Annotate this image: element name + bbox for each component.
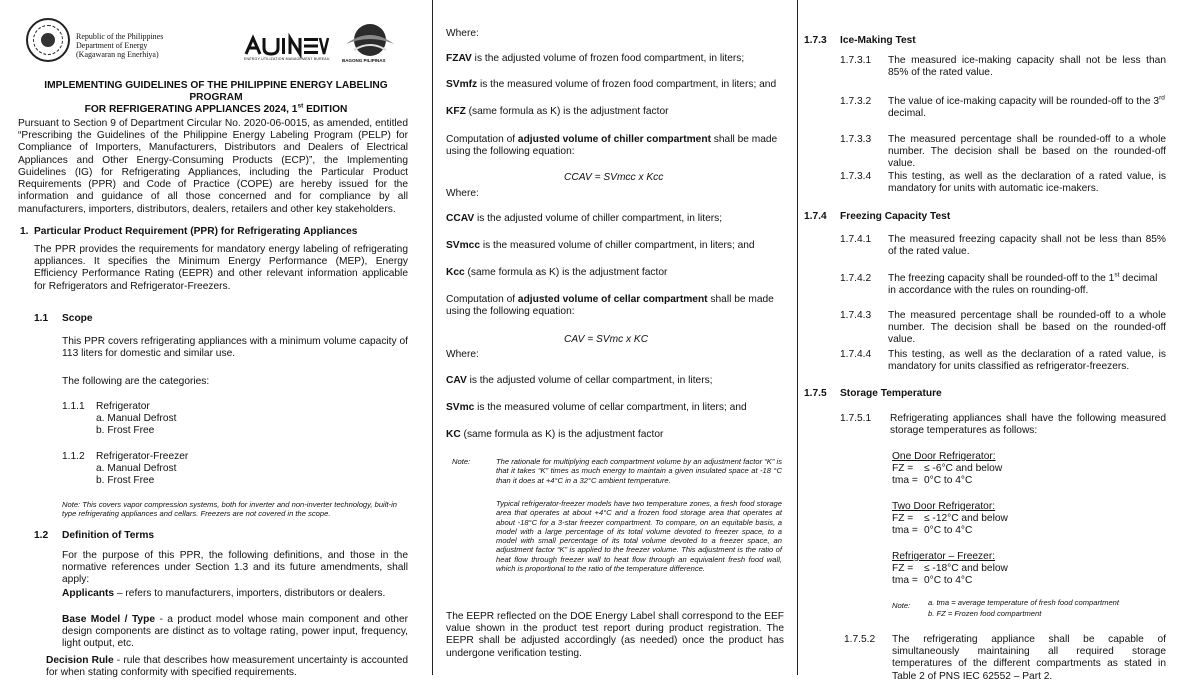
ccav-equation: CCAV = SVmcc x Kcc [564, 172, 664, 183]
temp-label: tma = [892, 525, 918, 536]
refrigerator-freezer-heading: Refrigerator – Freezer: [892, 551, 996, 562]
clause-1-7-5-2: The refrigerating appliance shall be capable of simultaneously maintaining all required storage temperatures of the different compartments as stated in Table 2 of PNS IEC 62552 – Part 2. [892, 634, 1166, 682]
clause-1-7-4-4: This testing, as well as the declaration of a rated value, is mandatory for units classified as refrigerator-freezers. [888, 349, 1166, 373]
gov-line: Republic of the Philippines [76, 32, 164, 41]
where-label: Where: [446, 349, 479, 360]
title-line-2: FOR REFRIGERATING APPLIANCES 2024, 1st EDITION [84, 103, 348, 116]
chiller-intro: Computation of adjusted volume of chiller compartment shall be made using the following equation: [446, 134, 778, 158]
section-1-body: The PPR provides the requirements for mandatory energy labeling of refrigerating appliances. It specifies the Minimum Energy Performance (MEP), Energy Efficiency Performance Rating (EEPR) and other relevant information applicable for Refrigerators and Refrigerator-Freezers. [34, 244, 408, 292]
where-label: Where: [446, 188, 479, 199]
category-1-1-1-title: Refrigerator [96, 401, 150, 412]
note-typical-models: Typical refrigerator-freezer models have two temperature zones, a fresh food storage area that operates at about +4°C and a frozen food storage area that operates at about -18°C for a 3-star freezer compartment. To compare, on an equitable basis, a model with a large percentage of its total volume devoted to freezer space, to a model with small percentage of its total volume devoted to a freezer space, an adjustment factor “K” is applied to the freezer volume. This adjustment is the ratio of heat flow through freezer wall to heat flow through an equivalent fresh food wall, which is proportional to the ratio of the temperature difference. [496, 499, 782, 573]
department-header [76, 32, 163, 60]
category-1-1-2-number: 1.1.2 [62, 451, 85, 462]
scope-body: This PPR covers refrigerating appliances with a minimum volume capacity of 113 liters for domestic and similar use. [62, 336, 408, 360]
def-cav: CAV is the adjusted volume of cellar compartment, in liters; [446, 375, 713, 386]
right-column [800, 0, 1178, 682]
clause-number: 1.7.4.1 [840, 234, 872, 245]
temp-value: 0°C to 4°C [924, 575, 973, 586]
section-1-number: 1. [20, 226, 29, 237]
intro-paragraph: Pursuant to Section 9 of Department Circular No. 2020-06-0015, as amended, entitled “Prescribing the Guidelines of the Philippine Energy Labeling Program (PELP) for Compliance of Importers, Manufacturers, Distributors and Dealers of Electrical Appliances and Other Energy-Consuming Products (ECP)”, the Implementing Guidelines (IG) for Refrigerating Appliances, including the Particular Product Requirements (PPR) and Code of Practice (COPE) are hereby issued for the information and guidance of all those concerned and for compliance by all manufacturers, importers, distributors, dealers, retailers and other key stakeholders. [18, 118, 408, 215]
clause-number: 1.7.5.2 [844, 634, 876, 645]
bagong-pilipinas-logo [340, 22, 400, 66]
storage-note-b: b. FZ = Frozen food compartment [928, 609, 1042, 618]
clause-1-7-4-3: The measured percentage shall be rounded-off to a whole number. The decision shall be based on the rounded-off value. [888, 310, 1166, 346]
temp-value: ≤ -18°C and below [924, 563, 1008, 574]
document-title [18, 80, 414, 117]
section-1-2-title: Definition of Terms [62, 530, 155, 541]
def-svmcc: SVmcc is the measured volume of chiller compartment, in liters; and [446, 240, 755, 251]
section-1-7-4-number: 1.7.4 [804, 211, 827, 222]
category-item: b. Frost Free [96, 475, 155, 486]
note-label: Note: [452, 457, 471, 466]
category-1-1-2-title: Refrigerator-Freezer [96, 451, 189, 462]
term-applicants: Applicants – refers to manufacturers, importers, distributors or dealers. [62, 588, 386, 599]
energy-logo-caption: ENERGY UTILIZATION MANAGEMENT BUREAU [244, 57, 330, 61]
category-1-1-1-number: 1.1.1 [62, 401, 85, 412]
clause-1-7-3-2: The value of ice-making capacity will be rounded-off to the 3rd decimal. [888, 94, 1165, 120]
clause-1-7-4-2: The freezing capacity shall be rounded-off to the 1st decimal in accordance with the rules on rounding-off. [888, 271, 1158, 297]
def-ccav: CCAV is the adjusted volume of chiller compartment, in liters; [446, 213, 723, 224]
where-label: Where: [446, 28, 479, 39]
term-decision-rule: Decision Rule - rule that describes how measurement uncertainty is accounted for when stating conformity with specified requirements. [46, 655, 408, 679]
temp-value: 0°C to 4°C [924, 475, 973, 486]
cellar-intro: Computation of adjusted volume of cellar compartment shall be made using the following equation: [446, 294, 774, 318]
one-door-heading: One Door Refrigerator: [892, 451, 996, 462]
gov-line: (Kagawaran ng Enerhiya) [76, 50, 159, 60]
temp-label: FZ = [892, 563, 914, 574]
scope-note: Note: This covers vapor compression systems, both for inverter and non-inverter technology, built-in type refrigerating appliances and cellars. Freezers are not covered in the scope. [62, 500, 397, 519]
clause-number: 1.7.5.1 [840, 413, 872, 424]
two-door-heading: Two Door Refrigerator: [892, 501, 996, 512]
section-1-7-5-number: 1.7.5 [804, 388, 827, 399]
def-kc: KC (same formula as K) is the adjustment factor [446, 429, 664, 440]
section-1-1-number: 1.1 [34, 313, 49, 324]
section-1-title: Particular Product Requirement (PPR) for Refrigerating Appliances [34, 226, 358, 237]
section-1-7-3-title: Ice-Making Test [840, 35, 916, 46]
middle-column [446, 0, 789, 675]
note-rationale: The rationale for multiplying each compartment volume by an adjustment factor “K” is that it takes “K” times as much energy to maintain a given insulated space at -18 °C than it does at +4°C in a 32°C ambient temperature. [496, 457, 782, 485]
storage-note-a: a. tma = average temperature of fresh food compartment [928, 598, 1119, 607]
title-line-1: IMPLEMENTING GUIDELINES OF THE PHILIPPINE ENERGY LABELING PROGRAM [44, 80, 388, 104]
categories-intro: The following are the categories: [62, 376, 210, 387]
clause-number: 1.7.3.2 [840, 96, 872, 107]
left-column [18, 0, 414, 679]
column-divider [432, 0, 433, 675]
section-1-7-3-number: 1.7.3 [804, 35, 827, 46]
doe-seal-logo [26, 18, 70, 62]
clause-number: 1.7.3.4 [840, 171, 872, 182]
def-kcc: Kcc (same formula as K) is the adjustment factor [446, 267, 668, 278]
clause-1-7-3-4: This testing, as well as the declaration of a rated value, is mandatory for units with automatic ice-makers. [888, 171, 1166, 195]
clause-1-7-3-3: The measured percentage shall be rounded-off to a whole number. The decision shall be based on the rounded-off value. [888, 134, 1166, 170]
storage-note-label: Note: [892, 601, 911, 610]
def-svmfz: SVmfz is the measured volume of frozen food compartment, in liters; and [446, 79, 777, 90]
category-item: a. Manual Defrost [96, 463, 177, 474]
clause-number: 1.7.4.3 [840, 310, 872, 321]
terms-intro: For the purpose of this PPR, the following definitions, and those in the normative references under Section 1.3 and its future amendments, shall apply: [62, 550, 408, 586]
clause-number: 1.7.4.2 [840, 273, 872, 284]
eepr-paragraph: The EEPR reflected on the DOE Energy Label shall correspond to the EEF value shown in the product test report during product registration. The EEPR shall be adjusted accordingly (as needed) once the product has undergone verification testing. [446, 611, 784, 659]
temp-value: 0°C to 4°C [924, 525, 973, 536]
clause-number: 1.7.3.1 [840, 55, 872, 66]
temp-label: FZ = [892, 463, 914, 474]
section-1-7-5-title: Storage Temperature [840, 388, 942, 399]
category-item: a. Manual Defrost [96, 413, 177, 424]
term-base-model: Base Model / Type - a product model whose main component and other design components are distinct as to voltage rating, power input, frequency, light output, etc. [62, 614, 409, 650]
clause-1-7-5-1: Refrigerating appliances shall have the following measured storage temperatures as follows: [890, 413, 1166, 437]
temp-value: ≤ -12°C and below [924, 513, 1008, 524]
energy-utilization-logo [244, 36, 332, 62]
bp-logo-caption: BAGONG PILIPINAS [342, 58, 386, 63]
section-1-1-title: Scope [62, 313, 93, 324]
def-kfz: KFZ (same formula as K) is the adjustment factor [446, 106, 669, 117]
temp-label: tma = [892, 575, 918, 586]
cav-equation: CAV = SVmc x KC [564, 334, 649, 345]
temp-value: ≤ -6°C and below [924, 463, 1003, 474]
section-1-2-number: 1.2 [34, 530, 49, 541]
temp-label: tma = [892, 475, 918, 486]
category-item: b. Frost Free [96, 425, 155, 436]
def-fzav: FZAV is the adjusted volume of frozen food compartment, in liters; [446, 53, 745, 64]
clause-1-7-4-1: The measured freezing capacity shall not be less than 85% of the rated value. [888, 234, 1166, 258]
def-svmc: SVmc is the measured volume of cellar compartment, in liters; and [446, 402, 747, 413]
temp-label: FZ = [892, 513, 914, 524]
clause-number: 1.7.3.3 [840, 134, 872, 145]
clause-number: 1.7.4.4 [840, 349, 872, 360]
gov-line: Department of Energy [76, 41, 148, 51]
clause-1-7-3-1: The measured ice-making capacity shall not be less than 85% of the rated value. [888, 55, 1166, 79]
column-divider [797, 0, 798, 675]
section-1-7-4-title: Freezing Capacity Test [840, 211, 951, 222]
